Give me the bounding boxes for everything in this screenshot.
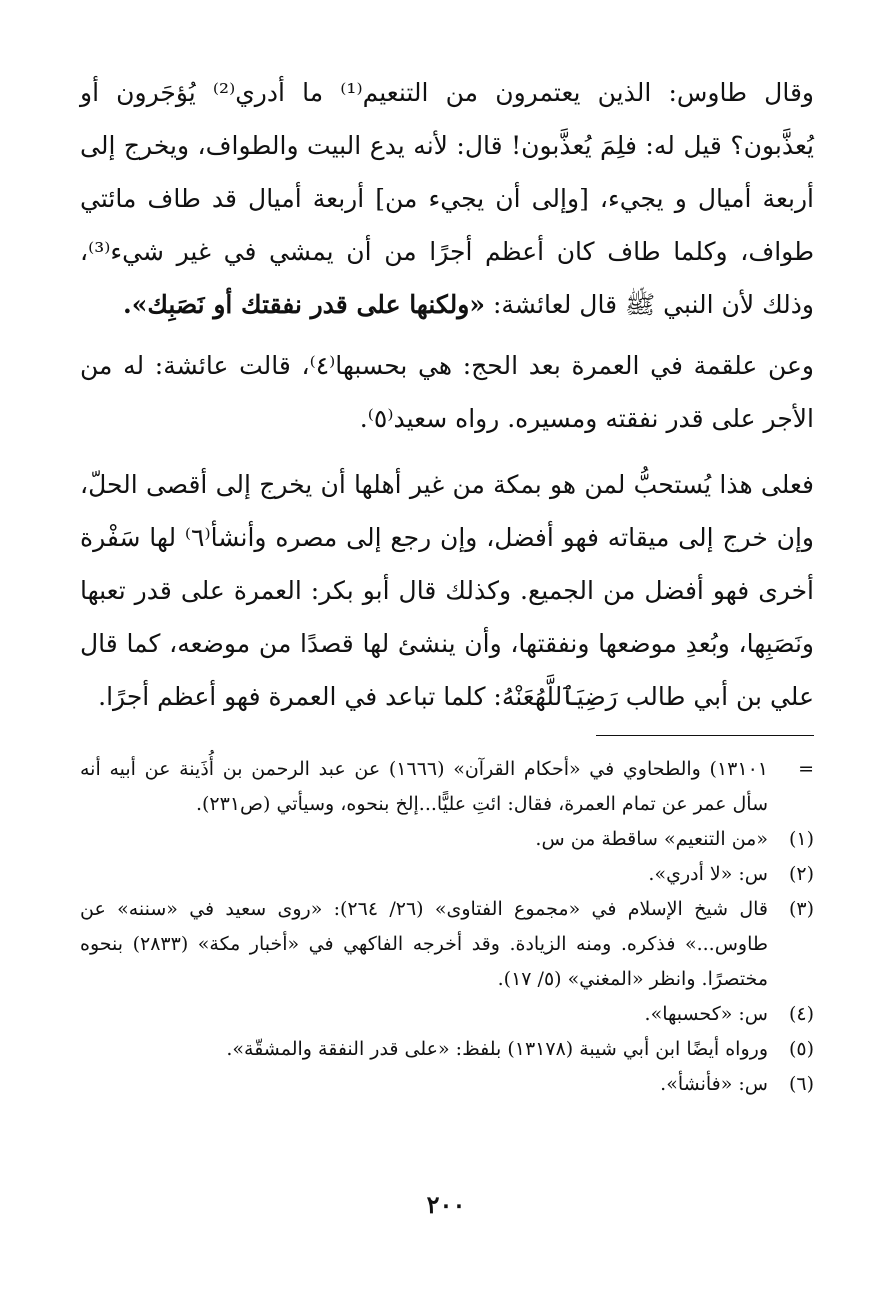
footnote-5 [80, 1032, 814, 1067]
footnote-text: «من التنعيم» ساقطة من س. [535, 828, 768, 850]
footnote-3 [80, 892, 814, 997]
footnote-2 [80, 857, 814, 892]
page-number: ٢٠٠ [426, 1190, 466, 1219]
footnote-text: س: «لا أدري». [648, 863, 768, 885]
footnote-number: (٤) [788, 1003, 814, 1025]
footnote-number: = [798, 758, 814, 780]
footnote-number: (٣) [788, 898, 814, 920]
footnote-number: (٥) [788, 1038, 814, 1060]
main-text [80, 66, 814, 723]
footnote-text: ورواه أيضًا ابن أبي شيبة (١٣١٧٨) بلفظ: «على قدر النفقة والمشقّة». [226, 1038, 768, 1060]
paragraph-2: وعن علقمة في العمرة بعد الحج: هي بحسبها⁽٤⁾، قالت عائشة: له من الأجر على قدر نفقته ومسيره. رواه سعيد⁽٥⁾. [80, 351, 815, 433]
footnote-4 [80, 997, 814, 1032]
hadith-quote: «ولكنها على قدر نفقتك أو نَصَبِك». [123, 290, 485, 319]
footnote-divider [596, 735, 814, 736]
footnote-text: قال شيخ الإسلام في «مجموع الفتاوى» (٢٦/ ٢٦٤): «روى سعيد في «سننه» عن طاوس...» فذكره. ومنه الزيادة. وقد أخرجه الفاكهي في «أخبار مكة» (٢٨٣٣) بنحوه مختصرًا. وانظر «المغني» (٥/ ١٧). [80, 898, 768, 990]
footnote-number: (١) [788, 828, 814, 850]
footnotes [80, 752, 814, 1102]
footnote-continuation [80, 752, 814, 822]
paragraph-3: فعلى هذا يُستحبُّ لمن هو بمكة من غير أهلها أن يخرج إلى أقصى الحلّ، وإن خرج إلى ميقاته فهو أفضل، وإن رجع إلى مصره وأنشأ⁽٦⁾ لها سَفْرة أخرى فهو أفضل من الجميع. وكذلك قال أبو بكر: العمرة على قدر تعبها ونَصَبِها، وبُعدِ موضعها ونفقتها، وأن ينشئ لها قصدًا من موضعه، كما قال علي بن أبي طالب رَضِيَٱللَّهُعَنْهُ: كلما تباعد في العمرة فهو أعظم أجرًا. [80, 470, 814, 711]
footnote-text: س: «فأنشأ». [660, 1073, 768, 1095]
footnote-text: س: «كحسبها». [644, 1003, 768, 1025]
paragraph-1-text: وقال طاوس: الذين يعتمرون من التنعيم⁽¹⁾ ما أدري⁽²⁾ يُؤجَرون أو يُعذَّبون؟ قيل له: فلِمَ يُعذَّبون! قال: لأنه يدع البيت والطواف، ويخرج إلى أربعة أميال و يجيء، [وإلى أن يجيء من] أربعة أميال قد طاف مائتي طواف، وكلما طاف كان أعظم أجرًا من أن يمشي في غير شيء⁽³⁾، وذلك لأن النبي ﷺ قال لعائشة: [80, 78, 814, 319]
paragraph-1 [80, 66, 814, 331]
footnote-number: (٢) [788, 863, 814, 885]
footnote-6 [80, 1067, 814, 1102]
footnote-number: (٦) [788, 1073, 814, 1095]
footnote-text: ١٣١٠١) والطحاوي في «أحكام القرآن» (١٦٦٦) عن عبد الرحمن بن أُذَينة عن أبيه أنه سأل عمر عن تمام العمرة، فقال: ائتِ عليًّا...إلخ بنحوه، وسيأتي (ص٢٣١). [80, 758, 768, 815]
footnote-1 [80, 822, 814, 857]
